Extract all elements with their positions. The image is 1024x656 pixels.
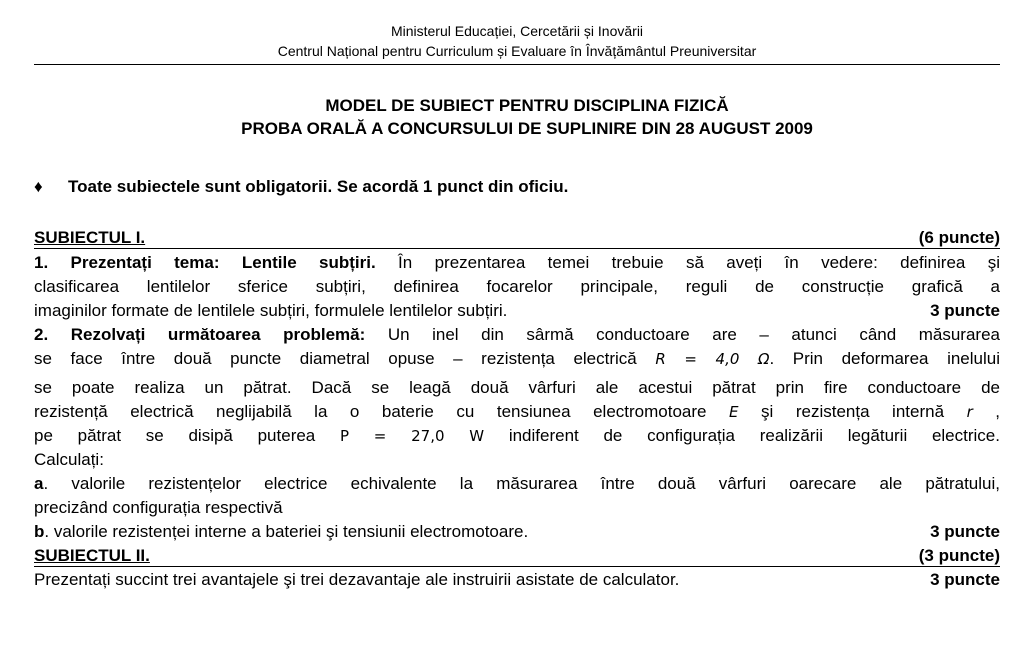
subject1-heading-row bbox=[34, 227, 1000, 249]
item2-text-a: Un inel din sârmă conductoare are – atunci când măsurarea bbox=[365, 325, 1000, 344]
item2-lead: . Rezolvați următoarea problemă: bbox=[43, 325, 366, 344]
subject2-points: (3 puncte) bbox=[918, 546, 1000, 565]
item-a-line2: precizând configurația respectivă bbox=[34, 498, 283, 517]
item2-line5 bbox=[34, 425, 1000, 447]
item1-text-c: imaginilor formate de lentilele subțiri, formulele lentilelor subțiri. bbox=[34, 301, 508, 320]
item-a-label: a bbox=[34, 474, 44, 493]
item2-line2 bbox=[34, 348, 1000, 370]
item-b-text: . valorile rezistenței interne a bateriei şi tensiunii electromotoare. bbox=[44, 522, 529, 541]
item2-text-b2: . Prin deformarea inelului bbox=[769, 349, 1000, 368]
math-power: P = 27,0 W bbox=[339, 427, 485, 445]
instruction-line bbox=[34, 176, 568, 198]
subject1-points: (6 puncte) bbox=[918, 228, 1000, 247]
item2-line4 bbox=[34, 401, 1000, 423]
item2-text-b1: se face între două puncte diametral opuse – rezistența electrică bbox=[34, 349, 637, 368]
subject2-heading-row bbox=[34, 545, 1000, 567]
item-b-line bbox=[34, 521, 1000, 543]
item-b-label: b bbox=[34, 522, 45, 541]
math-emf: E bbox=[729, 403, 739, 421]
document-title-line2: PROBA ORALĂ A CONCURSULUI DE SUPLINIRE DIN 28 AUGUST 2009 bbox=[241, 119, 813, 138]
subject2-item-points: 3 puncte bbox=[930, 570, 1000, 589]
item2-text-e2: indiferent de configurația realizării legăturii electrice. bbox=[508, 426, 1000, 445]
item1-points: 3 puncte bbox=[930, 301, 1000, 320]
item2-text-d2: şi rezistența internă bbox=[761, 402, 945, 421]
item-a-line1 bbox=[34, 473, 1000, 495]
header-center: Centrul Național pentru Curriculum și Evaluare în Învățământul Preuniversitar bbox=[277, 43, 757, 59]
item1-line1 bbox=[34, 252, 1000, 274]
subject1-heading: SUBIECTUL I. bbox=[34, 228, 146, 247]
item2-num: 2 bbox=[34, 325, 44, 344]
subject2-line bbox=[34, 569, 1000, 591]
item1-text-a: În prezentarea temei trebuie să aveți în vedere: definirea şi bbox=[375, 253, 1001, 272]
subject2-text: Prezentați succint trei avantajele şi trei dezavantaje ale instruirii asistate de calculator. bbox=[34, 570, 680, 589]
item-a-text1: . valorile rezistențelor electrice echivalente la măsurarea între două vârfuri oarecare ale pătratului, bbox=[43, 474, 1000, 493]
diamond-bullet-icon: ♦ bbox=[34, 177, 43, 196]
math-resistance: R = 4,0 Ω bbox=[655, 350, 770, 368]
instruction-text: Toate subiectele sunt obligatorii. Se acordă 1 punct din oficiu. bbox=[68, 177, 569, 196]
item2-points: 3 puncte bbox=[930, 522, 1000, 541]
item1-line2: clasificarea lentilelor sferice subțiri, definirea focarelor principale, reguli de construcție grafică a bbox=[34, 277, 1000, 296]
header-divider bbox=[34, 64, 1000, 65]
math-internal-r: r bbox=[966, 403, 973, 421]
subject1-rule bbox=[34, 248, 1000, 249]
item2-text-e1: pe pătrat se disipă puterea bbox=[34, 426, 316, 445]
item2-line3: se poate realiza un pătrat. Dacă se leagă două vârfuri ale acestui pătrat prin fire conductoare de bbox=[34, 378, 1000, 397]
subject2-heading: SUBIECTUL II. bbox=[34, 546, 150, 565]
header-ministry: Ministerul Educației, Cercetării și Inovării bbox=[390, 23, 644, 39]
item2-text-d3: , bbox=[995, 402, 1001, 421]
item2-line1 bbox=[34, 324, 1000, 346]
item1-line3 bbox=[34, 300, 1000, 322]
item2-text-d1: rezistență electrică neglijabilă la o baterie cu tensiunea electromotoare bbox=[34, 402, 707, 421]
calc-label: Calculați: bbox=[34, 450, 104, 469]
item1-lead: 1. Prezentați tema: Lentile subțiri. bbox=[34, 253, 376, 272]
document-title-line1: MODEL DE SUBIECT PENTRU DISCIPLINA FIZICĂ bbox=[325, 96, 729, 115]
subject2-rule bbox=[34, 566, 1000, 567]
